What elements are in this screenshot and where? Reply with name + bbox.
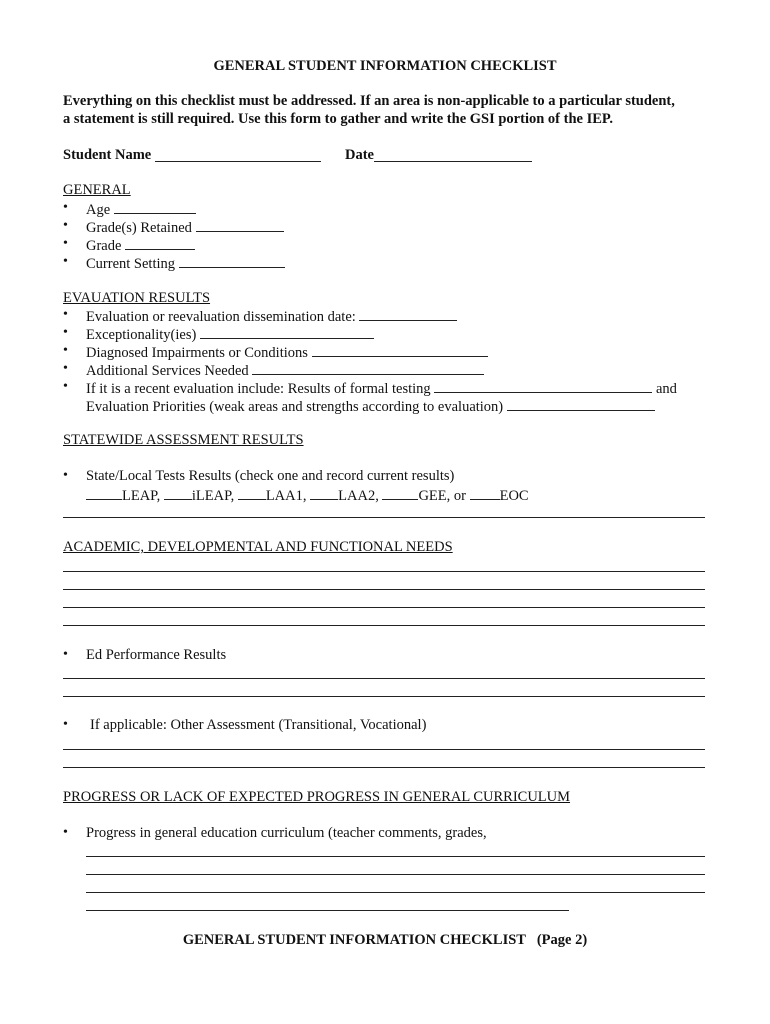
evaluation-heading: EVAUATION RESULTS bbox=[63, 290, 211, 306]
exceptionality-field[interactable] bbox=[200, 324, 374, 339]
bullet-icon: • bbox=[63, 825, 68, 840]
statewide-heading: STATEWIDE ASSESSMENT RESULTS bbox=[63, 432, 304, 448]
date-field[interactable] bbox=[374, 161, 532, 162]
bullet-icon: • bbox=[63, 361, 68, 376]
ed-performance-line[interactable] bbox=[63, 678, 705, 679]
statewide-item: State/Local Tests Results (check one and record current results) bbox=[86, 468, 455, 484]
student-name-field[interactable] bbox=[155, 161, 321, 162]
eoc-field[interactable] bbox=[470, 485, 500, 500]
evaluation-item-dissemination-date bbox=[86, 306, 457, 326]
laa1-field[interactable] bbox=[238, 485, 266, 500]
footer-title bbox=[0, 931, 770, 949]
impairments-field[interactable] bbox=[312, 342, 488, 357]
statewide-notes-line[interactable] bbox=[63, 517, 705, 518]
footer-page-number: (Page 2) bbox=[536, 932, 588, 948]
academic-notes-line[interactable] bbox=[63, 607, 705, 608]
progress-line[interactable] bbox=[86, 892, 705, 893]
academic-heading: ACADEMIC, DEVELOPMENTAL AND FUNCTIONAL NEEDS bbox=[63, 539, 453, 555]
dissemination-date-label: Evaluation or reevaluation dissemination date: bbox=[86, 309, 356, 325]
evaluation-item-exceptionality bbox=[86, 324, 374, 344]
general-item-current-setting bbox=[86, 253, 285, 273]
grade-label: Grade bbox=[86, 238, 122, 254]
bullet-icon: • bbox=[63, 647, 68, 662]
grades-retained-field[interactable] bbox=[196, 217, 284, 232]
statewide-tests bbox=[86, 485, 529, 505]
recent-evaluation-label: If it is a recent evaluation include: Results of formal testing bbox=[86, 381, 431, 397]
bullet-icon: • bbox=[63, 379, 68, 394]
current-setting-label: Current Setting bbox=[86, 256, 176, 272]
progress-line[interactable] bbox=[86, 910, 569, 911]
additional-services-field[interactable] bbox=[252, 360, 484, 375]
evaluation-priorities bbox=[86, 396, 655, 416]
general-item-grade bbox=[86, 235, 195, 255]
general-item-grades-retained bbox=[86, 217, 284, 237]
academic-notes-line[interactable] bbox=[63, 589, 705, 590]
bullet-icon: • bbox=[63, 218, 68, 233]
bullet-icon: • bbox=[63, 325, 68, 340]
evaluation-priorities-label: Evaluation Priorities (weak areas and strengths according to evaluation) bbox=[86, 399, 504, 415]
age-field[interactable] bbox=[114, 199, 196, 214]
evaluation-priorities-field[interactable] bbox=[507, 396, 655, 411]
page-title: GENERAL STUDENT INFORMATION CHECKLIST bbox=[213, 58, 557, 74]
other-assessment-line[interactable] bbox=[63, 767, 705, 768]
laa1-label: LAA1, bbox=[265, 488, 307, 504]
grade-field[interactable] bbox=[125, 235, 195, 250]
evaluation-item-recent bbox=[86, 378, 677, 398]
bullet-icon: • bbox=[63, 236, 68, 251]
progress-heading: PROGRESS OR LACK OF EXPECTED PROGRESS IN GENERAL CURRICULUM bbox=[63, 789, 571, 805]
eoc-label: EOC bbox=[499, 488, 529, 504]
general-heading: GENERAL bbox=[63, 182, 131, 198]
leap-label: LEAP, bbox=[122, 488, 161, 504]
gee-field[interactable] bbox=[382, 485, 418, 500]
progress-line[interactable] bbox=[86, 856, 705, 857]
bullet-icon: • bbox=[63, 717, 68, 732]
ileap-field[interactable] bbox=[164, 485, 192, 500]
grades-retained-label: Grade(s) Retained bbox=[86, 220, 192, 236]
progress-line[interactable] bbox=[86, 874, 705, 875]
general-item-age bbox=[86, 199, 196, 219]
additional-services-label: Additional Services Needed bbox=[86, 363, 249, 379]
intro-line-2: a statement is still required. Use this form to gather and write the GSI portion of the IEP. bbox=[63, 111, 614, 127]
impairments-label: Diagnosed Impairments or Conditions bbox=[86, 345, 308, 361]
gee-label: GEE, or bbox=[418, 488, 466, 504]
exceptionality-label: Exceptionality(ies) bbox=[86, 327, 197, 343]
age-label: Age bbox=[86, 202, 111, 218]
bullet-icon: • bbox=[63, 254, 68, 269]
dissemination-date-field[interactable] bbox=[359, 306, 457, 321]
academic-notes-line[interactable] bbox=[63, 571, 705, 572]
student-name-label: Student Name bbox=[63, 147, 152, 163]
bullet-icon: • bbox=[63, 468, 68, 483]
academic-notes-line[interactable] bbox=[63, 625, 705, 626]
bullet-icon: • bbox=[63, 200, 68, 215]
ed-performance-item: Ed Performance Results bbox=[86, 647, 227, 663]
other-assessment-item: If applicable: Other Assessment (Transitional, Vocational) bbox=[90, 717, 427, 733]
ed-performance-line[interactable] bbox=[63, 696, 705, 697]
laa2-field[interactable] bbox=[310, 485, 338, 500]
date-label: Date bbox=[345, 147, 374, 163]
bullet-icon: • bbox=[63, 343, 68, 358]
current-setting-field[interactable] bbox=[179, 253, 285, 268]
bullet-icon: • bbox=[63, 307, 68, 322]
progress-item: Progress in general education curriculum (teacher comments, grades, bbox=[86, 825, 487, 841]
evaluation-item-additional-services bbox=[86, 360, 484, 380]
formal-testing-field[interactable] bbox=[434, 378, 652, 393]
evaluation-item-impairments bbox=[86, 342, 488, 362]
intro-line-1: Everything on this checklist must be addressed. If an area is non-applicable to a particular student, bbox=[63, 93, 675, 109]
laa2-label: LAA2, bbox=[338, 488, 379, 504]
leap-field[interactable] bbox=[86, 485, 122, 500]
other-assessment-line[interactable] bbox=[63, 749, 705, 750]
and-label: and bbox=[655, 381, 677, 397]
ileap-label: iLEAP, bbox=[191, 488, 235, 504]
footer-title-text: GENERAL STUDENT INFORMATION CHECKLIST bbox=[182, 932, 526, 948]
